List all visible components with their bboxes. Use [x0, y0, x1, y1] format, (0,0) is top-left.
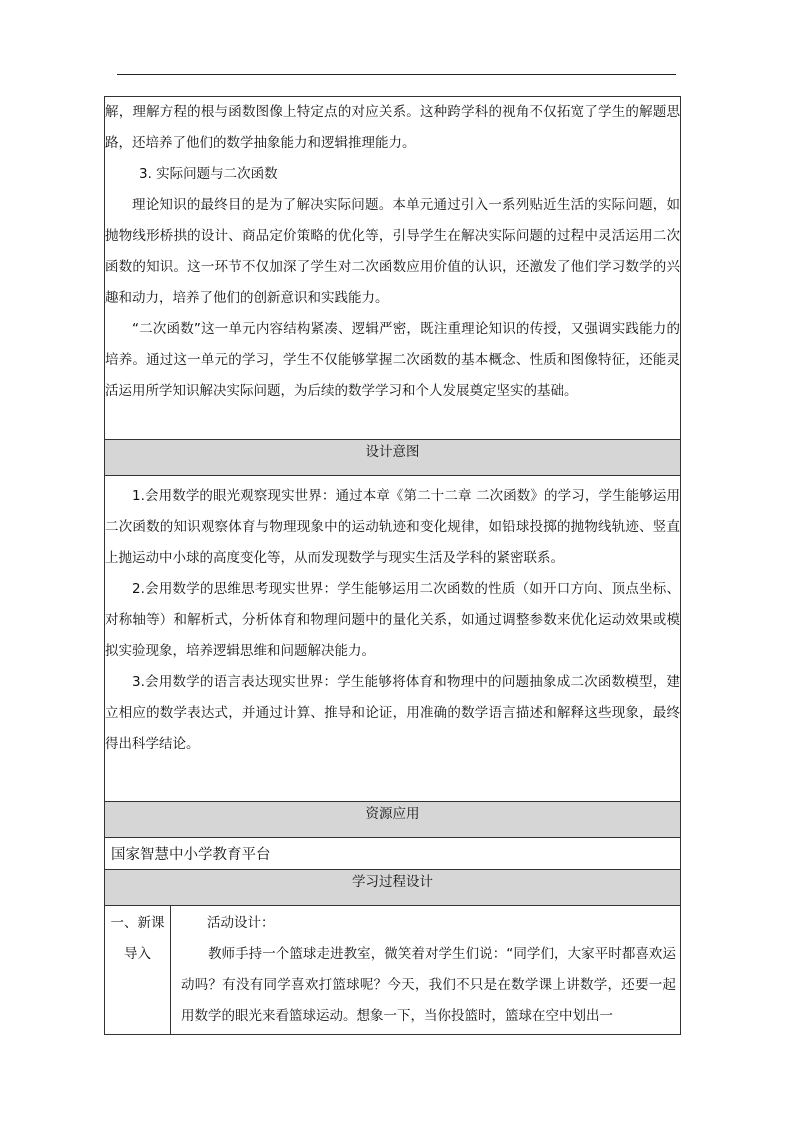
paragraph-continuation: 解，理解方程的根与函数图像上特定点的对应关系。这种跨学科的视角不仅拓宽了学生的解题思路，还培养了他们的数学抽象能力和逻辑推理能力。	[105, 104, 680, 151]
activity-title: 活动设计：	[207, 915, 275, 931]
subheading-practical-problems: 3. 实际问题与二次函数	[139, 166, 278, 182]
paragraph-unit-summary: “二次函数”这一单元内容结构紧凑、逻辑严密，既注重理论知识的传授，又强调实践能力的培养。通过这一单元的学习，学生不仅能够掌握二次函数的基本概念、性质和图像特征，还能灵活运用所学知识解决实际问题，为后续的数学学习和个人发展奠定坚实的基础。	[105, 321, 680, 399]
unit-analysis-cell	[105, 97, 681, 440]
resources-header: 资源应用	[105, 802, 681, 838]
activity-text: 教师手持一个篮球走进教室，微笑着对学生们说：“同学们，大家平时都喜欢运动吗？有没有同学喜欢打篮球呢？今天，我们不只是在数学课上讲数学，还要一起用数学的眼光来看篮球运动。想象一下，当你投篮时，篮球在空中划出一	[181, 946, 676, 1024]
stage-label-line1: 一、新课	[110, 915, 165, 931]
learning-process-header: 学习过程设计	[105, 870, 681, 906]
design-intent-cell	[105, 476, 681, 802]
design-intent-item: 2.会用数学的思维思考现实世界：学生能够运用二次函数的性质（如开口方向、顶点坐标、对称轴等）和解析式，分析体育和物理问题中的量化关系，如通过调整参数来优化运动效果或模拟实验现象，培养逻辑思维和问题解决能力。	[105, 581, 680, 659]
design-intent-item: 3.会用数学的语言表达现实世界：学生能够将体育和物理中的问题抽象成二次函数模型，建立相应的数学表达式，并通过计算、推导和论证，用准确的数学语言描述和解释这些现象，最终得出科学结论。	[105, 674, 680, 752]
design-intent-item: 1.会用数学的眼光观察现实世界：通过本章《第二十二章 二次函数》的学习，学生能够运用二次函数的知识观察体育与物理现象中的运动轨迹和变化规律，如铅球投掷的抛物线轨迹、竖直上抛运动中小球的高度变化等，从而发现数学与现实生活及学科的紧密联系。	[105, 488, 680, 566]
header-rule	[117, 74, 676, 75]
resource-platform: 国家智慧中小学教育平台	[105, 838, 681, 870]
stage-label-cell	[105, 906, 171, 1035]
paragraph-practical-problems: 理论知识的最终目的是为了解决实际问题。本单元通过引入一系列贴近生活的实际问题，如抛物线形桥拱的设计、商品定价策略的优化等，引导学生在解决实际问题的过程中灵活运用二次函数的知识。这一环节不仅加深了学生对二次函数应用价值的认识，还激发了他们学习数学的兴趣和动力，培养了他们的创新意识和实践能力。	[105, 197, 680, 306]
stage-label-line2: 导入	[124, 946, 151, 962]
design-intent-header: 设计意图	[105, 440, 681, 476]
lesson-plan-table	[104, 96, 681, 1035]
activity-design-cell	[171, 906, 681, 1035]
